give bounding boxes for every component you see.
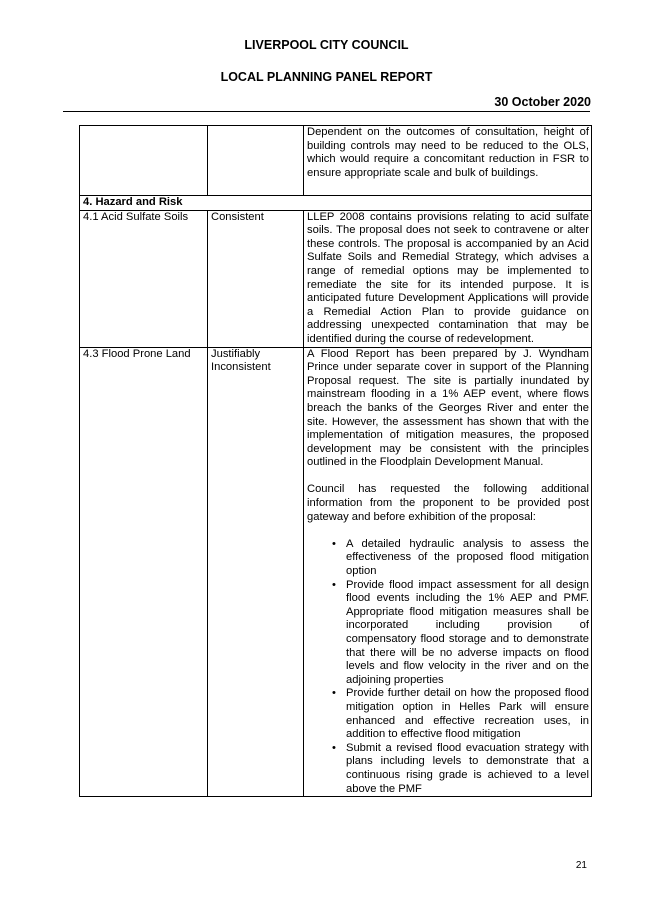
flood-paragraph-1: A Flood Report has been prepared by J. Wyndham Prince under separate cover in support of the Planning Proposal request. The site is partially inundated by mainstream flooding in a 1% AEP event, where flows breach the banks of the Georges River and enter the site. However, the assessment has shown that with the implementation of mitigation measures, the proposed development may be consistent with the principles outlined in the Floodplain Development Manual. (307, 347, 589, 469)
section-heading-row (80, 196, 592, 211)
list-item-text: Provide flood impact assessment for all design flood events including the 1% AEP and PMF. Appropriate flood mitigation measures shall be incorporated including provision of compensatory flood storage and to demonstrate that there will be no adverse impacts on flood levels and flow velocity in the river and on the adjoining properties (346, 578, 589, 686)
table-row (80, 126, 592, 196)
section-heading: 4. Hazard and Risk (80, 196, 592, 211)
table-row (80, 347, 592, 797)
row-status: Justifiably Inconsistent (208, 347, 304, 797)
row-label: 4.3 Flood Prone Land (80, 347, 208, 797)
flood-cell (304, 347, 592, 797)
row-label: 4.1 Acid Sulfate Soils (80, 210, 208, 347)
list-item (332, 687, 589, 741)
report-title: LOCAL PLANNING PANEL REPORT (220, 70, 433, 84)
page-number: 21 (575, 860, 587, 871)
header-divider (63, 111, 590, 112)
assessment-table (79, 125, 592, 797)
table-cell (80, 126, 208, 196)
flood-requirements-list (307, 538, 589, 796)
bullet-icon: • (332, 537, 336, 550)
paragraph-spacer (307, 470, 589, 484)
list-item-text: Submit a revised flood evacuation strategy with plans including levels to demonstrate that a continuous rising grade is achieved to a level above the PMF (346, 741, 589, 795)
bullet-icon: • (332, 578, 336, 591)
list-item-text: A detailed hydraulic analysis to assess the effectiveness of the proposed flood mitigation option (346, 537, 589, 578)
row-text: LLEP 2008 contains provisions relating to acid sulfate soils. The proposal does not seek to contravene or alter these controls. The proposal is accompanied by an Acid Sulfate Soils and Remedial Strategy, which advises a range of remedial options may be implemented to remediate the site for its intended purpose. It is anticipated future Development Applications will provide a Remedial Action Plan to provide guidance on addressing unexpected contamination that may be identified during the course of redevelopment. (304, 210, 592, 347)
list-item (332, 741, 589, 796)
paragraph-spacer (307, 524, 589, 538)
list-item-text: Provide further detail on how the proposed flood mitigation option in Helles Park will ensure enhanced and effective recreation uses, in addition to effective flood mitigation (346, 687, 589, 741)
table-row (80, 210, 592, 347)
flood-paragraph-2: Council has requested the following additional information from the proponent to be provided post gateway and before exhibition of the proposal: (307, 483, 589, 523)
table-cell (208, 126, 304, 196)
row-status: Consistent (208, 210, 304, 347)
bullet-icon: • (332, 687, 336, 700)
bullet-icon: • (332, 741, 336, 754)
list-item (332, 578, 589, 688)
report-date: 30 October 2020 (494, 95, 591, 109)
council-name: LIVERPOOL CITY COUNCIL (244, 38, 409, 52)
list-item (332, 537, 589, 579)
continuation-text: Dependent on the outcomes of consultation, height of building controls may need to be reduced to the OLS, which would require a concomitant reduction in FSR to ensure appropriate scale and bulk of buildings. (304, 126, 592, 196)
